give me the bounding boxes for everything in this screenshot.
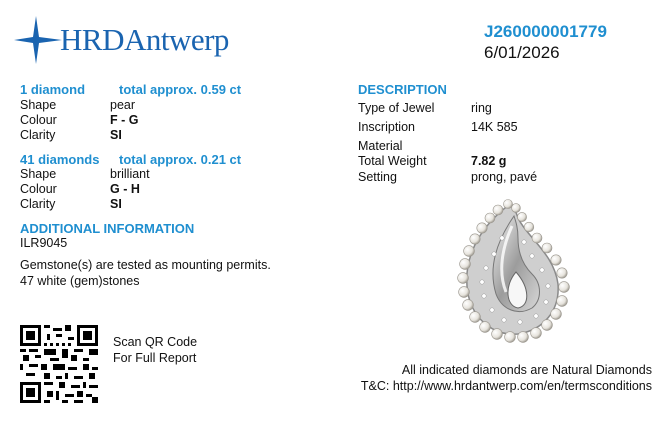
- type-value: ring: [471, 101, 492, 115]
- terms-link[interactable]: T&C: http://www.hrdantwerp.com/en/termsconditions: [360, 379, 652, 393]
- melee-total: total approx. 0.21 ct: [119, 152, 242, 167]
- center-colour-value: F - G: [110, 113, 139, 127]
- report-date: 6/01/2026: [484, 43, 560, 62]
- melee-shape-value: brilliant: [110, 167, 150, 181]
- description-heading: DESCRIPTION: [358, 82, 447, 97]
- inscription-label: Inscription: [358, 120, 415, 134]
- material-label: Material: [358, 139, 403, 153]
- qr-line1: Scan QR Code: [113, 335, 198, 349]
- star-logo-icon: [12, 14, 64, 66]
- melee-colour-value: G - H: [110, 182, 140, 196]
- jewel-image: [448, 198, 578, 343]
- melee-clarity-label: Clarity: [20, 197, 56, 211]
- logo-hrd: HRD: [60, 22, 124, 57]
- additional-line1: Gemstone(s) are tested as mounting permits.: [20, 258, 271, 272]
- report-number: J260000001779: [484, 22, 607, 41]
- qr-code-icon[interactable]: [20, 325, 98, 403]
- center-stone-total: total approx. 0.59 ct: [119, 82, 242, 97]
- additional-heading: ADDITIONAL INFORMATION: [20, 221, 195, 236]
- setting-label: Setting: [358, 170, 397, 184]
- center-clarity-label: Clarity: [20, 128, 56, 142]
- weight-label: Total Weight: [358, 154, 427, 168]
- center-shape-label: Shape: [20, 98, 57, 112]
- melee-shape-label: Shape: [20, 167, 57, 181]
- qr-line2: For Full Report: [113, 351, 197, 365]
- center-colour-label: Colour: [20, 113, 57, 127]
- melee-colour-label: Colour: [20, 182, 57, 196]
- center-shape-value: pear: [110, 98, 136, 112]
- weight-value: 7.82 g: [471, 154, 507, 168]
- additional-code: ILR9045: [20, 236, 68, 250]
- type-label: Type of Jewel: [358, 101, 435, 115]
- additional-line2: 47 white (gem)stones: [20, 274, 140, 288]
- logo-wordmark: [60, 22, 229, 58]
- setting-value: prong, pavé: [471, 170, 538, 184]
- center-stone-count: 1 diamond: [20, 82, 86, 97]
- logo-antwerp: Antwerp: [123, 22, 229, 57]
- center-clarity-value: SI: [110, 128, 122, 142]
- inscription-value: 14K 585: [471, 120, 518, 134]
- melee-count: 41 diamonds: [20, 152, 100, 167]
- natural-diamonds-note: All indicated diamonds are Natural Diamonds: [401, 363, 652, 377]
- melee-clarity-value: SI: [110, 197, 122, 211]
